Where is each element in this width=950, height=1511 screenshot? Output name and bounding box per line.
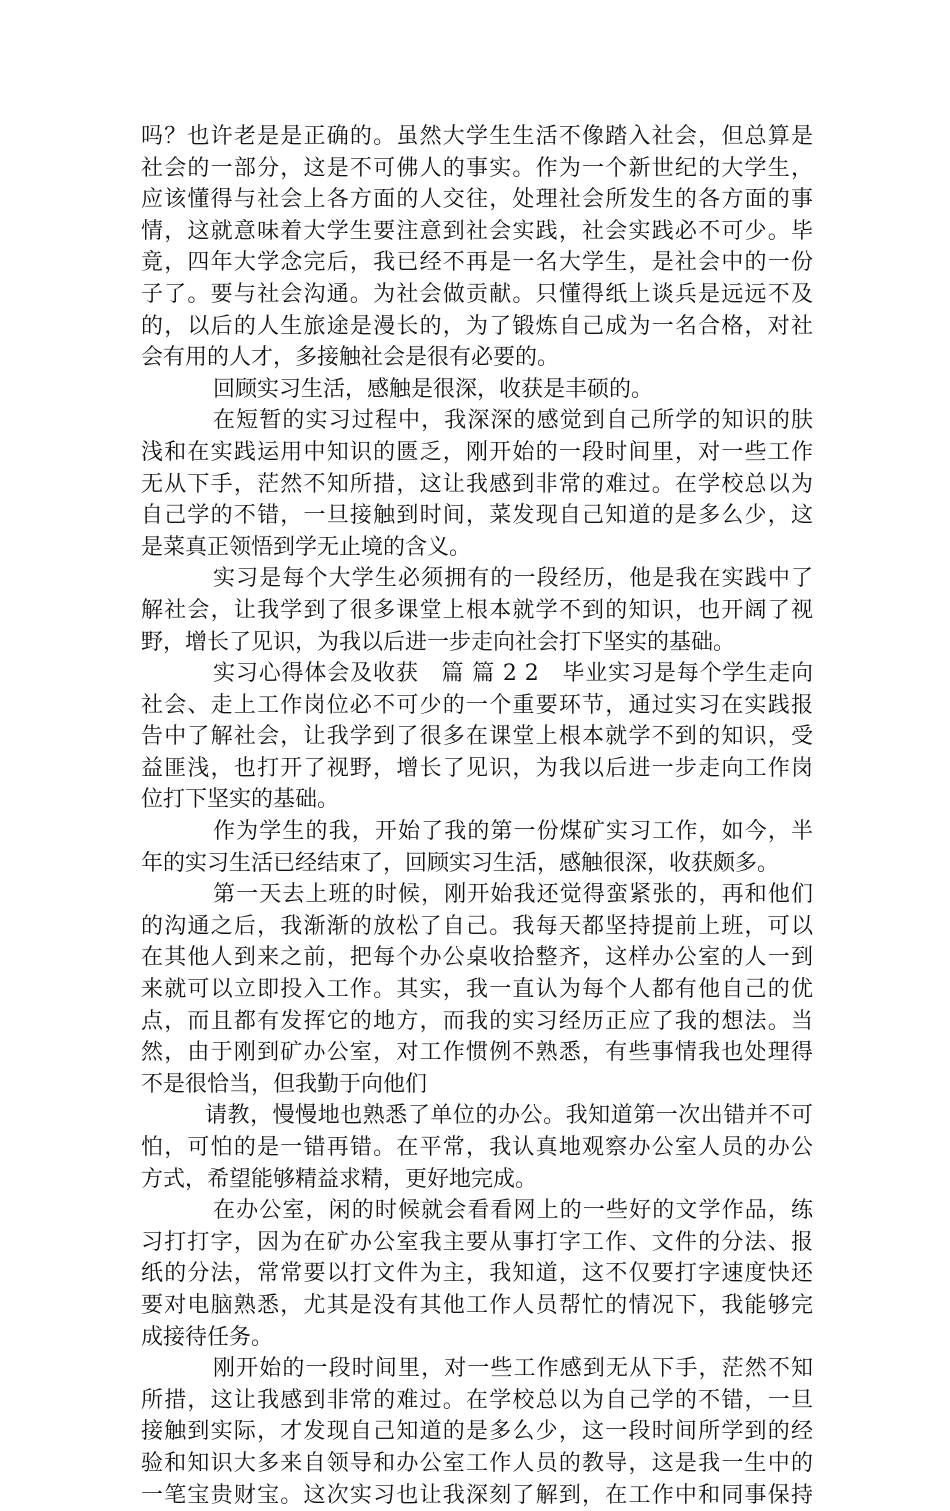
text-line: 社会的一部分，这是不可佛人的事实。作为一个新世纪的大学生， — [141, 155, 813, 181]
text-line: 益匪浅，也打开了视野，增长了见识，为我以后进一步走向工作岗 — [141, 755, 813, 781]
text-line: 自己学的不错，一旦接触到时间，菜发现自己知道的是多么少，这 — [141, 503, 813, 529]
text-line: 点，而且都有发挥它的地方，而我的实习经历正应了我的想法。当 — [141, 1008, 813, 1034]
text-line: 成接待任务。 — [141, 1324, 274, 1350]
text-line: 解社会，让我学到了很多课堂上根本就学不到的知识，也开阔了视 — [141, 597, 813, 623]
text-line: 方式，希望能够精益求精，更好地完成。 — [141, 1166, 538, 1192]
text-line: 是菜真正领悟到学无止境的含义。 — [141, 534, 472, 560]
text-line: 回顾实习生活，感触是很深，收获是丰硕的。 — [213, 376, 654, 402]
text-line: 年的实习生活已经结束了，回顾实习生活，感触很深，收获颇多。 — [141, 850, 780, 876]
text-line: 然，由于刚到矿办公室，对工作惯例不熟悉，有些事情我也处理得 — [141, 1040, 813, 1066]
text-line: 来就可以立即投入工作。其实，我一直认为每个人都有他自己的优 — [141, 977, 813, 1003]
text-line: 在其他人到来之前，把每个办公桌收拾整齐，这样办公室的人一到 — [141, 945, 813, 971]
text-line: 请教，慢慢地也熟悉了单位的办公。我知道第一次出错并不可 — [205, 1103, 813, 1129]
text-line: 应该懂得与社会上各方面的人交往，处理社会所发生的各方面的事 — [141, 187, 813, 213]
text-line: 习打打字，因为在矿办公室我主要从事打字工作、文件的分法、报 — [141, 1229, 813, 1255]
text-line: 浅和在实践运用中知识的匮乏，刚开始的一段时间里，对一些工作 — [141, 439, 813, 465]
text-line: 在办公室，闲的时候就会看看网上的一些好的文学作品，练 — [213, 1198, 813, 1224]
text-line: 位打下坚实的基础。 — [141, 787, 340, 813]
text-line: 无从下手，茫然不知所措，这让我感到非常的难过。在学校总以为 — [141, 471, 813, 497]
text-line: 吗？也许老是是正确的。虽然大学生生活不像踏入社会，但总算是 — [141, 124, 813, 149]
text-line: 不是很恰当，但我勤于向他们 — [141, 1071, 428, 1097]
text-line: 怕，可怕的是一错再错。在平常，我认真地观察办公室人员的办公 — [141, 1135, 813, 1160]
text-line: 验和知识大多来自领导和办公室工作人员的教导，这是我一生中的 — [141, 1450, 813, 1476]
text-line: 实习是每个大学生必须拥有的一段经历，他是我在实践中了 — [213, 566, 813, 592]
document-body — [141, 121, 813, 1511]
text-line: 野，增长了见识，为我以后进一步走向社会打下坚实的基础。 — [141, 629, 736, 655]
text-line: 子了。要与社会沟通。为社会做贡献。只懂得纸上谈兵是远远不及 — [141, 281, 813, 307]
text-line: 接触到实际，才发现自己知道的是多么少，这一段时间所学到的经 — [141, 1419, 813, 1445]
text-line: 竟，四年大学念完后，我已经不再是一名大学生，是社会中的一份 — [141, 250, 813, 276]
text-line: 纸的分法，常常要以打文件为主，我知道，这不仅要打字速度快还 — [141, 1261, 813, 1287]
text-line: 刚开始的一段时间里，对一些工作感到无从下手，茫然不知 — [213, 1356, 813, 1382]
text-line: 的沟通之后，我渐渐的放松了自己。我每天都坚持提前上班，可以 — [141, 913, 813, 939]
text-line: 要对电脑熟悉，尤其是没有其他工作人员帮忙的情况下，我能够完 — [141, 1292, 813, 1318]
text-line: 一笔宝贵财宝。这次实习也让我深刻了解到，在工作中和同事保持 — [141, 1482, 813, 1508]
text-line: 的，以后的人生旅途是漫长的，为了锻炼自己成为一名合格，对社 — [141, 313, 813, 339]
text-line: 作为学生的我，开始了我的第一份煤矿实习工作，如今，半 — [213, 819, 813, 845]
text-line: 实习心得体会及收获 篇 篇 2 2 毕业实习是每个学生走向 — [213, 661, 813, 687]
text-line: 告中了解社会，让我学到了很多在课堂上根本就学不到的知识，受 — [141, 724, 813, 750]
text-line: 情，这就意味着大学生要注意到社会实践，社会实践必不可少。毕 — [141, 218, 813, 244]
text-line: 在短暂的实习过程中，我深深的感觉到自己所学的知识的肤 — [213, 408, 813, 434]
text-line: 社会、走上工作岗位必不可少的一个重要环节，通过实习在实践报 — [141, 692, 813, 718]
text-line: 第一天去上班的时候，刚开始我还觉得蛮紧张的，再和他们 — [213, 882, 813, 908]
text-line: 会有用的人才，多接触社会是很有必要的。 — [141, 345, 560, 371]
text-line: 所措，这让我感到非常的难过。在学校总以为自己学的不错，一旦 — [141, 1387, 813, 1413]
